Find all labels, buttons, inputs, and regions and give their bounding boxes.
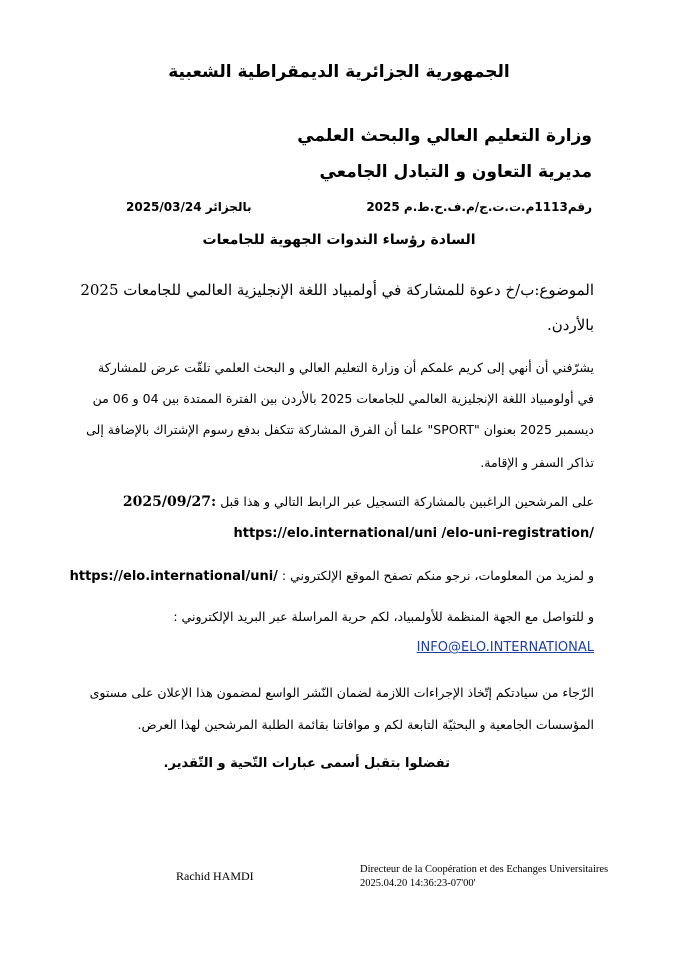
republic-heading: الجمهورية الجزائرية الديمقراطية الشعبية — [168, 62, 510, 82]
body-paragraph-line-1: يشرّفني أن أنهي إلى كريم علمكم أن وزارة التعليم العالي و البحث العلمي تلقّت عرض للمشاركة — [98, 360, 594, 375]
closing-salutation: تفضلوا بتقبل أسمى عبارات التّحية و التّقدير. — [163, 756, 450, 771]
ministry-heading: وزارة التعليم العالي والبحث العلمي — [297, 126, 592, 146]
registration-text: على المرشحين الراغبين بالمشاركة التسجيل عبر الرابط التالي و هذا قبل — [220, 494, 594, 509]
info-website-link[interactable]: https://elo.international/uni/ — [69, 569, 278, 584]
info-text: و لمزيد من المعلومات، نرجو منكم تصفح الموقع الإلكتروني : — [281, 568, 594, 583]
recipients-line: السادة رؤساء الندوات الجهوية للجامعات — [202, 232, 476, 248]
registration-link[interactable]: https://elo.international/uni /elo-uni-registration/ — [233, 526, 594, 541]
request-line-1: الرّجاء من سيادتكم إتّخاذ الإجراءات اللازمة لضمان النّشر الواسع لمضمون هذا الإعلان على مستوى — [89, 685, 594, 700]
contact-instruction: و للتواصل مع الجهة المنظمة للأولمبياد، لكم حرية المراسلة عبر البريد الإلكتروني : — [173, 609, 594, 624]
subject-continuation: بالأردن. — [546, 316, 594, 334]
info-instruction — [70, 568, 594, 584]
place-date: بالجزائر 2025/03/24 — [126, 200, 252, 214]
subject-line: الموضوع:ب/خ دعوة للمشاركة في أولمبياد اللغة الإنجليزية العالمي للجامعات 2025 — [80, 281, 594, 299]
body-paragraph-line-3: ديسمبر 2025 بعنوان "SPORT" علما أن الفرق المشاركة تتكفل بدفع رسوم الإشتراك بالإضافة إلى — [86, 422, 594, 437]
registration-deadline: 2025/09/27: — [122, 494, 217, 510]
signature-timestamp: 2025.04.20 14:36:23-07'00' — [360, 878, 476, 889]
signatory-title: Directeur de la Coopération et des Echanges Universitaires — [360, 864, 609, 875]
body-paragraph-line-2: في أولومبياد اللغة الإنجليزية العالمي للجامعات 2025 بالأردن بين الفترة الممتدة بين 04 و 06 من — [92, 391, 594, 406]
reference-number: رقم1113م.ت.ت.ج/م.ف.ح.ط.م 2025 — [366, 200, 592, 214]
body-paragraph-line-4: تذاكر السفر و الإقامة. — [480, 455, 594, 470]
request-line-2: المؤسسات الجامعية و البحثيّة التابعة لكم و موافاتنا بقائمة الطلبة المرشحين لهذا العرض. — [137, 717, 594, 732]
signatory-name: Rachid HAMDI — [176, 869, 254, 883]
contact-email-link[interactable]: INFO@ELO.INTERNATIONAL — [416, 640, 594, 655]
registration-instruction — [123, 494, 594, 510]
directorate-heading: مديرية التعاون و التبادل الجامعي — [319, 162, 592, 182]
